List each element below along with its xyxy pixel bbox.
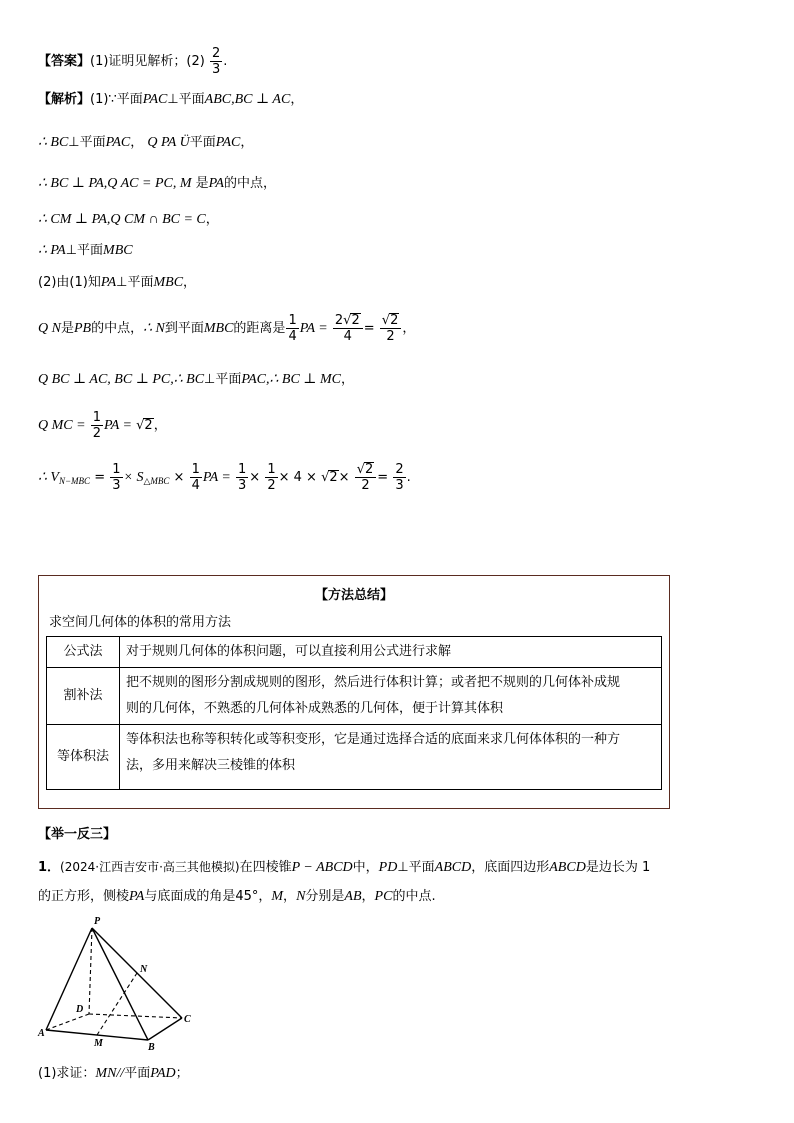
fraction: $\frac{1}{4}$: [191, 462, 200, 493]
fraction: $\frac{2√2}{4}$: [333, 313, 363, 344]
analysis-tag: 【解析】: [38, 92, 91, 107]
edge-pb: [92, 928, 148, 1040]
practice-tag: 【举一反三】: [38, 827, 117, 842]
label-a: A: [38, 1028, 45, 1039]
fraction: $\frac{√2}{2}$: [380, 313, 402, 344]
table-row: [47, 637, 662, 668]
analysis-line-10: ∴ $V_{N-MBC}$ = $\frac{1}{3}$ × $S_{\triangle MBC}$ × $\frac{1}{4}$ PA = $\frac{1}{3}$ × $\frac{1}{2}$ × 4 × √2× $\frac{√2}{2}$ = $\frac{2}{3}$ .: [38, 462, 411, 493]
method-name: 公式法: [47, 637, 120, 668]
fraction: $\frac{2}{3}$: [395, 462, 404, 493]
method-summary-box: [38, 575, 670, 809]
edge-bc: [148, 1018, 182, 1040]
method-summary-intro: 求空间几何体的体积的常用方法: [49, 615, 232, 630]
edge-pa: [46, 928, 92, 1030]
answer-fraction: $\frac{2}{3}$: [212, 46, 221, 77]
label-m: M: [94, 1038, 103, 1049]
label-d: D: [76, 1004, 84, 1015]
label-p: P: [94, 916, 101, 927]
question-1-line-1: 1．(2024·江西吉安市·高三其他模拟)在四棱锥P − ABCD中，PD⊥平面ABCD，底面四边形ABCD是边长为 1: [38, 860, 651, 875]
analysis-line-1: 【解析】(1)∵平面PAC⊥平面ABC,BC ⊥ AC，: [38, 92, 304, 107]
method-desc: 把不规则的图形分割成规则的图形，然后进行体积计算；或者把不规则的几何体补成规 则的几何体，不熟悉的几何体补成熟悉的几何体，便于计算其体积: [120, 668, 662, 725]
fraction: $\frac{√2}{2}$: [355, 462, 377, 493]
method-desc: 等体积法也称等积转化或等积变形，它是通过选择合适的底面来求几何体体积的一种方 法，多用来解决三棱锥的体积: [120, 725, 662, 790]
analysis-line-7: Q N是PB的中点，∴ N到平面MBC的距离是 $\frac{1}{4}$ PA = $\frac{2√2}{4}$ = $\frac{√2}{2}$ ，: [38, 313, 416, 344]
analysis-line-5: ∴ PA⊥平面MBC: [38, 243, 133, 258]
analysis-line-2: ∴ BC⊥平面PAC， Q PA Ü平面PAC，: [38, 135, 254, 150]
pyramid-figure: [36, 912, 196, 1052]
analysis-line-8: Q BC ⊥ AC, BC ⊥ PC,∴ BC⊥平面PAC,∴ BC ⊥ MC，: [38, 372, 354, 387]
analysis-line-9: Q MC = $\frac{1}{2}$ PA = √2，: [38, 410, 167, 441]
fraction: $\frac{1}{4}$: [288, 313, 297, 344]
answer-text: (1)证明见解析；(2): [90, 54, 205, 69]
segment-mn: [97, 973, 137, 1035]
table-row: [47, 668, 662, 725]
answer-line: 【答案】(1)证明见解析；(2) $\frac{2}{3}$ .: [38, 46, 228, 77]
fraction: $\frac{1}{2}$: [92, 410, 101, 441]
analysis-line-4: ∴ CM ⊥ PA,Q CM ∩ BC = C，: [38, 212, 219, 227]
method-name: 等体积法: [47, 725, 120, 790]
method-summary-title: 【方法总结】: [314, 588, 393, 603]
methods-table: [46, 636, 662, 790]
question-1-line-2: 的正方形，侧棱PA与底面成的角是45°，M，N分别是AB，PC的中点.: [38, 889, 436, 904]
question-source: (2024·江西吉安市·高三其他模拟): [60, 860, 240, 874]
analysis-line-3: ∴ BC ⊥ PA,Q AC = PC, M 是PA的中点，: [38, 176, 276, 191]
analysis-line-6: (2)由(1)知PA⊥平面MBC，: [38, 275, 197, 290]
label-c: C: [184, 1014, 191, 1025]
sub-question-1: (1)求证：MN//平面PAD；: [38, 1066, 189, 1081]
label-n: N: [140, 964, 148, 975]
edge-pd: [89, 928, 92, 1014]
fraction: $\frac{1}{2}$: [267, 462, 276, 493]
method-desc: 对于规则几何体的体积问题，可以直接利用公式进行求解: [120, 637, 662, 668]
label-b: B: [148, 1042, 155, 1052]
answer-tag: 【答案】: [38, 54, 91, 69]
fraction: $\frac{1}{3}$: [238, 462, 247, 493]
fraction: $\frac{1}{3}$: [112, 462, 121, 493]
method-name: 割补法: [47, 668, 120, 725]
table-row: [47, 725, 662, 790]
